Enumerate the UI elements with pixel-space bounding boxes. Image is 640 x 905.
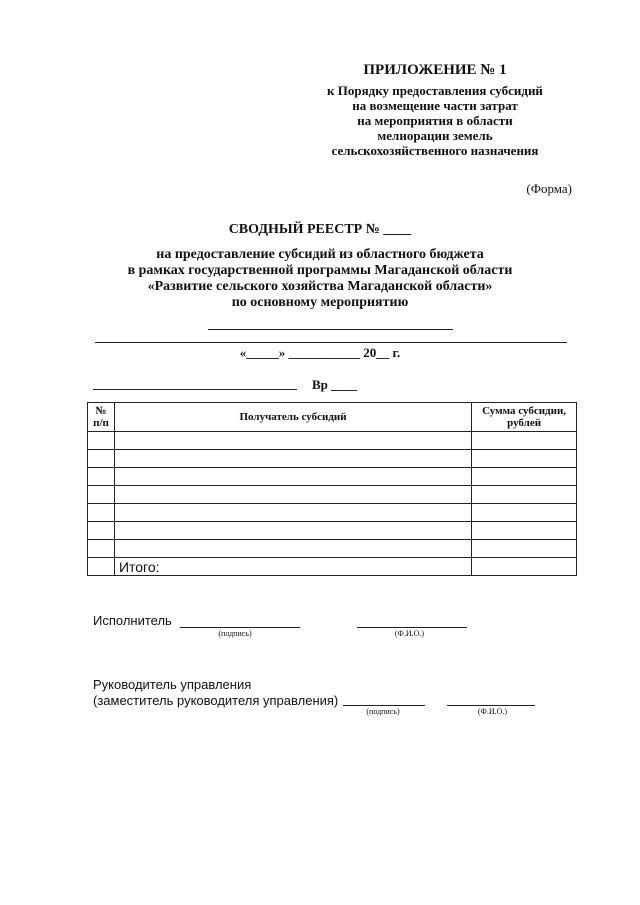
registry-date-line: «_____» ___________ 20__ г. [239, 345, 401, 360]
table-row [88, 522, 577, 540]
appendix-line-4: мелиорации земель [377, 128, 493, 143]
table-cell [472, 432, 577, 450]
executor-signature-caption: (подпись) [218, 629, 252, 638]
registry-subtitle [0, 247, 640, 311]
col-header-amount [472, 403, 577, 432]
registry-subtitle-line-2: в рамках государственной программы Магаданской области [127, 263, 513, 278]
table-cell [88, 540, 115, 558]
registry-title: СВОДНЫЙ РЕЕСТР № ____ [228, 222, 412, 237]
table-cell [114, 450, 471, 468]
table-cell [88, 558, 115, 576]
registry-subtitle-line-1: на предоставление субсидий из областного бюджета [156, 247, 484, 262]
table-cell [114, 486, 471, 504]
table-cell [472, 450, 577, 468]
table-header-row [88, 403, 577, 432]
appendix-line-1: к Порядку предоставления субсидий [327, 83, 543, 98]
col-header-number-line-1: № [95, 405, 107, 417]
table-row [88, 486, 577, 504]
table-cell [472, 504, 577, 522]
col-header-amount-line-2: рублей [507, 417, 542, 429]
table-cell [88, 468, 115, 486]
head-name-line [447, 705, 535, 706]
table-cell [88, 522, 115, 540]
total-label: Итого: [114, 558, 471, 576]
executor-label: Исполнитель [93, 613, 172, 628]
executor-signature-line [180, 627, 300, 628]
table-row [88, 504, 577, 522]
table-cell [114, 432, 471, 450]
table-cell [114, 504, 471, 522]
head-signature-caption: (подпись) [366, 707, 400, 716]
table-row [88, 468, 577, 486]
table-cell [114, 522, 471, 540]
head-label [93, 677, 338, 709]
total-amount-cell [472, 558, 577, 576]
executor-name-caption: (Ф.И.О.) [394, 629, 425, 638]
table-total-row [88, 558, 577, 576]
table-cell [88, 486, 115, 504]
activity-blank-line-1 [208, 329, 453, 330]
col-header-number [88, 403, 115, 432]
form-note: (Форма) [526, 181, 572, 196]
executor-name-line [357, 627, 467, 628]
activity-blank-line-2 [95, 342, 567, 343]
table-row [88, 540, 577, 558]
table-cell [472, 540, 577, 558]
table-cell [88, 504, 115, 522]
col-header-number-line-2: п/п [93, 417, 109, 429]
table-row [88, 450, 577, 468]
appendix-lines [300, 83, 570, 158]
registry-subtitle-line-3: «Развитие сельского хозяйства Магаданской области» [147, 279, 493, 294]
col-header-amount-line-1: Сумма субсидии, [482, 405, 567, 417]
appendix-line-2: на возмещение части затрат [352, 98, 518, 113]
head-signature-line [343, 705, 425, 706]
registry-subtitle-line-4: по основному мероприятию [231, 295, 409, 310]
col-header-recipient: Получатель субсидий [114, 403, 471, 432]
head-label-line-1: Руководитель управления [93, 677, 252, 692]
vr-label: Вр ____ [312, 377, 358, 392]
appendix-title: ПРИЛОЖЕНИЕ № 1 [363, 62, 507, 78]
table-cell [472, 522, 577, 540]
table-cell [88, 432, 115, 450]
table-cell [472, 468, 577, 486]
table-cell [472, 486, 577, 504]
vr-blank-line [93, 389, 297, 390]
head-label-line-2: (заместитель руководителя управления) [93, 693, 339, 708]
table-cell [88, 450, 115, 468]
table-row [88, 432, 577, 450]
appendix-line-3: на мероприятия в области [357, 113, 513, 128]
head-name-caption: (Ф.И.О.) [477, 707, 508, 716]
appendix-line-5: сельскохозяйственного назначения [331, 143, 539, 158]
table-cell [114, 540, 471, 558]
table-cell [114, 468, 471, 486]
registry-table [87, 402, 577, 576]
